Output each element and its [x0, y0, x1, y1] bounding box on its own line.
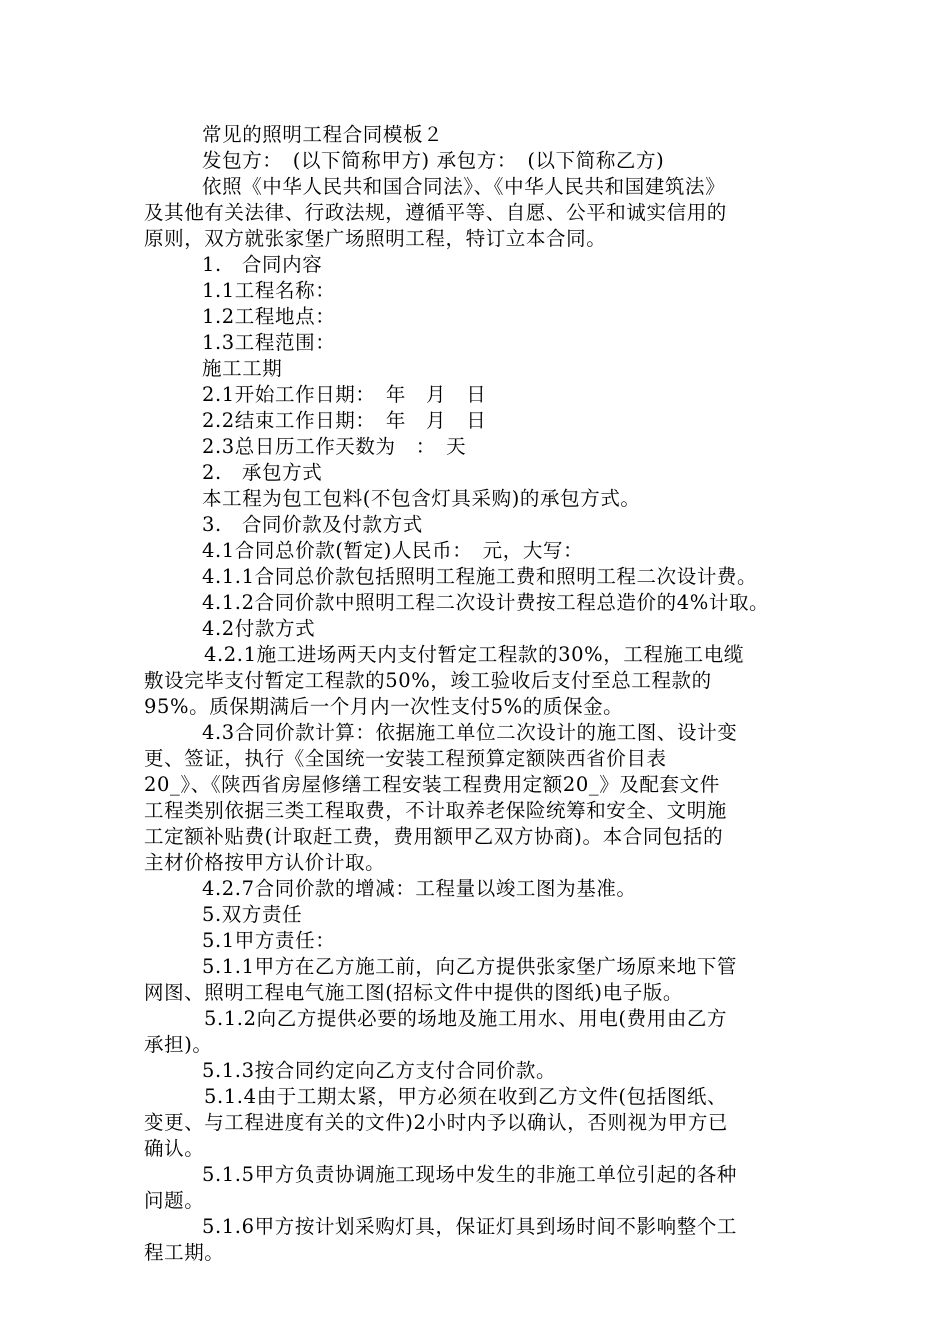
clause-line: 问题。	[144, 1189, 205, 1212]
section-heading: 5.双方责任	[202, 903, 303, 926]
doc-title: 常见的照明工程合同模板２	[202, 123, 444, 146]
clause-line: 4.2付款方式	[202, 617, 316, 640]
parties-line: 发包方： (以下简称甲方) 承包方： (以下简称乙方)	[202, 149, 665, 172]
clause-line: 更、签证，执行《全国统一安装工程预算定额陕西省价目表	[144, 747, 667, 770]
clause-line: 5.1.6甲方按计划采购灯具，保证灯具到场时间不影响整个工	[202, 1215, 738, 1238]
preamble-line: 依照《中华人民共和国合同法》、《中华人民共和国建筑法》	[202, 175, 726, 198]
clause-line: 工程类别依据三类工程取费，不计取养老保险统筹和安全、文明施	[144, 799, 727, 822]
clause-line: 2.3总日历工作天数为 ： 天	[202, 435, 467, 458]
clause-line: 5.1.2向乙方提供必要的场地及施工用水、用电(费用由乙方	[204, 1007, 728, 1030]
clause-line: 2.1开始工作日期： 年 月 日	[202, 383, 487, 406]
clause-line: 1.2工程地点：	[202, 305, 336, 328]
clause-line: 网图、照明工程电气施工图(招标文件中提供的图纸)电子版。	[144, 981, 684, 1004]
clause-line: 确认。	[144, 1137, 205, 1160]
clause-line: 敷设完毕支付暂定工程款的50%，竣工验收后支付至总工程款的	[144, 669, 712, 692]
clause-line: 5.1.4由于工期太紧，甲方必须在收到乙方文件(包括图纸、	[204, 1085, 728, 1108]
clause-line: 变更、与工程进度有关的文件)2小时内予以确认，否则视为甲方已	[144, 1111, 729, 1134]
clause-line: 5.1.1甲方在乙方施工前，向乙方提供张家堡广场原来地下管	[202, 955, 738, 978]
clause-line: 20_》、《陕西省房屋修缮工程安装工程费用定额20_》及配套文件	[144, 773, 720, 796]
clause-line: 程工期。	[144, 1241, 225, 1264]
clause-line: 2.2结束工作日期： 年 月 日	[202, 409, 487, 432]
preamble-line: 原则，双方就张家堡广场照明工程，特订立本合同。	[144, 227, 607, 250]
clause-line: 4.3合同价款计算：依据施工单位二次设计的施工图、设计变	[202, 721, 738, 744]
clause-line: 承担)。	[144, 1033, 213, 1056]
clause-line: 工定额补贴费(计取赶工费，费用额甲乙双方协商)。本合同包括的	[144, 825, 724, 848]
clause-line: 4.1合同总价款(暂定)人民币： 元，大写：	[202, 539, 584, 562]
clause-line: 1.3工程范围：	[202, 331, 336, 354]
clause-line: 主材价格按甲方认价计取。	[144, 851, 386, 874]
clause-line: 本工程为包工包料(不包含灯具采购)的承包方式。	[202, 487, 641, 510]
clause-line: 4.1.1合同总价款包括照明工程施工费和照明工程二次设计费。	[202, 565, 758, 588]
clause-line: 5.1甲方责任：	[202, 929, 336, 952]
clause-line: 4.2.1施工进场两天内支付暂定工程款的30%，工程施工电缆	[204, 643, 744, 666]
preamble-line: 及其他有关法律、行政法规，遵循平等、自愿、公平和诚实信用的	[144, 201, 727, 224]
section-heading: 1. 合同内容	[202, 253, 323, 276]
clause-line: 4.2.7合同价款的增减：工程量以竣工图为基准。	[202, 877, 637, 900]
section-heading: 2. 承包方式	[202, 461, 323, 484]
section-heading: 3. 合同价款及付款方式	[202, 513, 423, 536]
clause-line: 4.1.2合同价款中照明工程二次设计费按工程总造价的4%计取。	[202, 591, 770, 614]
clause-line: 5.1.3按合同约定向乙方支付合同价款。	[202, 1059, 557, 1082]
clause-line: 95%。质保期满后一个月内一次性支付5%的质保金。	[144, 695, 624, 718]
clause-line: 1.1工程名称：	[202, 279, 336, 302]
clause-line: 5.1.5甲方负责协调施工现场中发生的非施工单位引起的各种	[202, 1163, 738, 1186]
section-heading: 施工工期	[202, 357, 283, 380]
